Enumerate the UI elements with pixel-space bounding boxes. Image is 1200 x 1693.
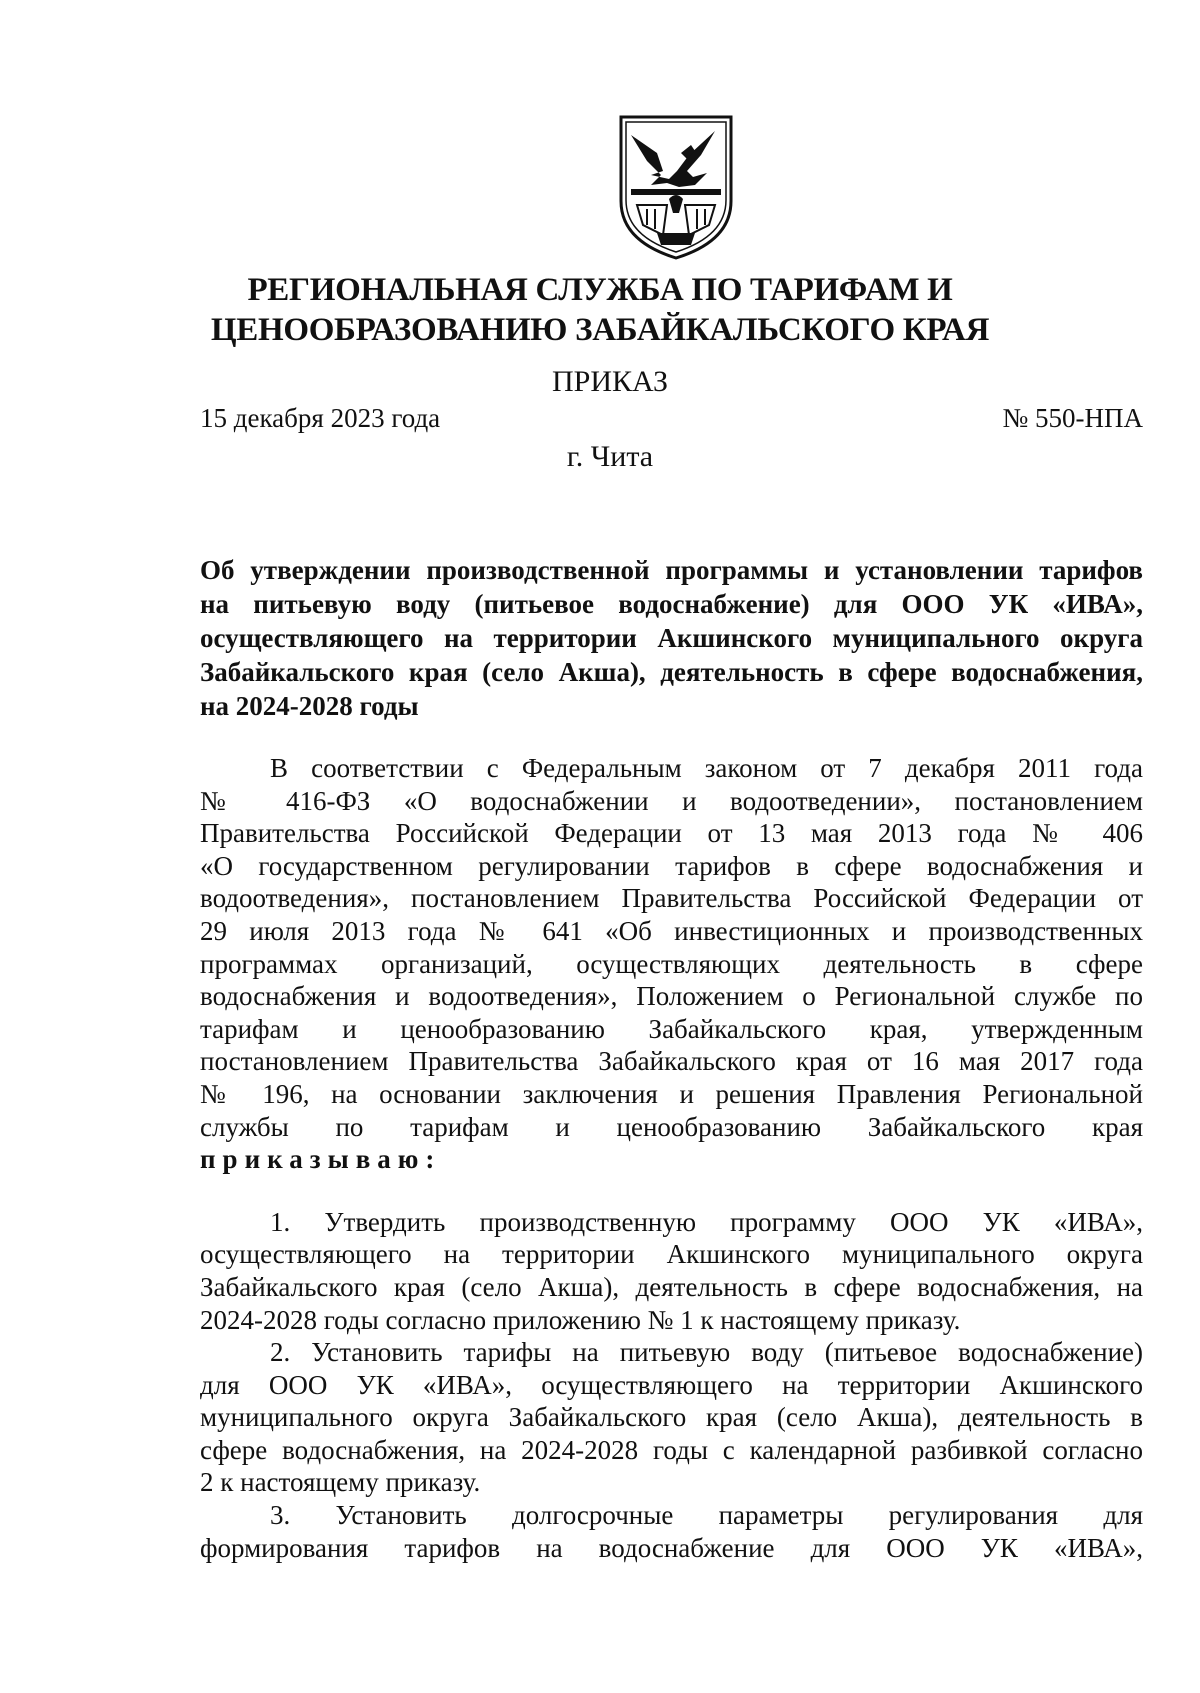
document-body (200, 752, 1143, 1564)
preamble-line: № 196, на основании заключения и решения Правления Региональной (200, 1078, 1143, 1109)
preamble-line: «О государственном регулировании тарифов в сфере водоснабжения и (200, 850, 1143, 881)
document-type: ПРИКАЗ (552, 365, 668, 398)
document-title (200, 553, 1143, 723)
preamble-line: постановлением Правительства Забайкальского края от 16 мая 2017 года (200, 1046, 1143, 1077)
item2-line: 2 к настоящему приказу. (200, 1467, 481, 1498)
preamble-line: Правительства Российской Федерации от 13 мая 2013 года № 406 (200, 818, 1143, 849)
preamble-line: 29 июля 2013 года № 641 «Об инвестиционных и производственных (200, 915, 1143, 946)
preamble-line: тарифам и ценообразованию Забайкальского края, утвержденным (200, 1013, 1143, 1044)
item2-line: 2. Установить тарифы на питьевую воду (питьевое водоснабжение) (270, 1337, 1143, 1368)
title-line: на питьевую воду (питьевое водоснабжение) для ООО УК «ИВА», (200, 589, 1143, 619)
title-line: осуществляющего на территории Акшинского муниципального округа (200, 623, 1143, 653)
org-name-line1: РЕГИОНАЛЬНАЯ СЛУЖБА ПО ТАРИФАМ И (247, 272, 953, 308)
document-date: 15 декабря 2023 года (200, 403, 441, 433)
item1-line: Забайкальского края (село Акша), деятельность в сфере водоснабжения, на (200, 1271, 1143, 1302)
coat-of-arms-emblem (617, 113, 735, 261)
item3-line: 3. Установить долгосрочные параметры регулирования для (270, 1500, 1143, 1531)
preamble-line: В соответствии с Федеральным законом от 7 декабря 2011 года (270, 753, 1143, 783)
item3-line: формирования тарифов на водоснабжение для ООО УК «ИВА», (200, 1532, 1143, 1563)
item1-line: 1. Утвердить производственную программу ООО УК «ИВА», (270, 1206, 1143, 1237)
document-city: г. Чита (566, 440, 654, 473)
preamble-line: № 416-ФЗ «О водоснабжении и водоотведении», постановлением (200, 785, 1143, 816)
item1-line: 2024-2028 годы согласно приложению № 1 к настоящему приказу. (200, 1304, 961, 1335)
preamble-line: программах организаций, осуществляющих деятельность в сфере (200, 948, 1143, 979)
title-line: на 2024-2028 годы (200, 691, 419, 721)
org-name-line2: ЦЕНООБРАЗОВАНИЮ ЗАБАЙКАЛЬСКОГО КРАЯ (210, 312, 990, 348)
preamble-line: службы по тарифам и ценообразованию Забайкальского края (200, 1111, 1143, 1142)
preamble-line: водоотведения», постановлением Правительства Российской Федерации от (200, 883, 1143, 914)
document-number: № 550-НПА (1002, 403, 1143, 433)
title-line: Забайкальского края (село Акша), деятельность в сфере водоснабжения, (200, 657, 1143, 687)
preamble-line: водоснабжения и водоотведения», Положением о Региональной службе по (200, 981, 1143, 1012)
item1-line: осуществляющего на территории Акшинского муниципального округа (200, 1239, 1143, 1270)
item2-line: муниципального округа Забайкальского края (село Акша), деятельность в (200, 1402, 1143, 1433)
order-word: приказываю: (200, 1144, 442, 1175)
title-line: Об утверждении производственной программы и установлении тарифов (200, 555, 1143, 585)
item2-line: для ООО УК «ИВА», осуществляющего на территории Акшинского (200, 1369, 1143, 1400)
item2-line: сфере водоснабжения, на 2024-2028 годы с календарной разбивкой согласно (200, 1434, 1143, 1465)
